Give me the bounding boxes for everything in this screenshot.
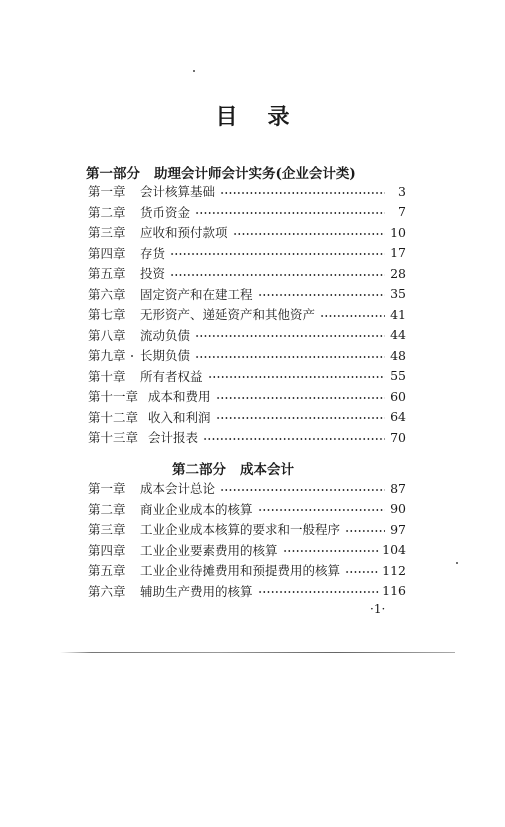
chapter-title: 工业企业待摊费用和预提费用的核算: [140, 563, 341, 578]
chapter-page: 87: [390, 480, 406, 496]
dot-leader: [233, 233, 385, 235]
scan-speck: [456, 562, 458, 564]
part1-heading: [86, 162, 356, 182]
chapter-number: 第一章: [88, 184, 126, 199]
chapter-title: 收入和利润: [148, 409, 211, 425]
chapter-number: 第七章: [88, 307, 126, 322]
chapter-page: 35: [390, 286, 406, 301]
toc-entry: [88, 407, 406, 427]
chapter-title: 所有者权益: [140, 368, 203, 384]
chapter-number: 第五章: [88, 266, 126, 281]
part2-name: 成本会计: [240, 462, 294, 478]
chapter-page: 17: [390, 245, 406, 260]
chapter-page: 112: [382, 562, 406, 578]
chapter-page: 28: [390, 265, 406, 281]
dot-leader: [216, 417, 385, 419]
chapter-number: 第四章: [88, 542, 126, 558]
toc-entry: [88, 222, 406, 242]
dot-leader: [195, 335, 385, 337]
toc-entry: [88, 519, 406, 539]
dot-leader: [320, 315, 385, 317]
dot-leader: [220, 489, 385, 491]
chapter-number: 第六章: [88, 286, 126, 302]
chapter-title: 货币资金: [140, 204, 191, 220]
toc-entry: [88, 202, 406, 222]
chapter-page: 116: [382, 583, 406, 598]
chapter-page: 64: [390, 409, 406, 424]
page-number: ·1·: [370, 602, 386, 616]
chapter-title: 工业企业要素费用的核算: [140, 542, 278, 558]
dot-leader: [258, 591, 380, 593]
chapter-title: 商业企业成本的核算: [140, 501, 253, 517]
toc-title: [0, 100, 505, 131]
toc-entry: [88, 560, 406, 580]
part2-label: 第二部分: [172, 462, 226, 478]
toc-entry: [88, 386, 406, 406]
chapter-number: 第五章: [88, 563, 126, 578]
chapter-title: 固定资产和在建工程: [140, 286, 253, 302]
chapter-title: 工业企业成本核算的要求和一般程序: [140, 522, 341, 537]
dot-leader: [170, 253, 385, 255]
part2-heading: [172, 458, 294, 478]
chapter-number: 第四章: [88, 245, 126, 261]
dot-leader: [345, 571, 379, 573]
chapter-title: 存货: [140, 245, 166, 261]
chapter-page: 55: [390, 368, 406, 383]
toc-entry: [88, 366, 406, 386]
toc-entry: [88, 345, 406, 365]
chapter-page: 97: [390, 521, 406, 537]
chapter-page: 41: [390, 306, 406, 322]
dot-leader: [258, 509, 385, 511]
chapter-page: 70: [390, 429, 406, 445]
chapter-number: 第十章: [88, 368, 126, 384]
toc-entry: [88, 181, 406, 201]
chapter-title: 无形资产、递延资产和其他资产: [140, 307, 316, 322]
chapter-number: 第十二章: [88, 409, 139, 425]
chapter-title: 成本和费用: [148, 389, 211, 404]
chapter-page: 90: [390, 501, 406, 516]
chapter-title: 流动负债: [140, 327, 191, 343]
dot-leader: [283, 550, 380, 552]
chapter-page: 3: [398, 183, 406, 199]
dot-leader: [203, 438, 385, 440]
chapter-title: 会计报表: [148, 430, 199, 445]
chapter-page: 7: [398, 204, 406, 219]
chapter-number: 第三章: [88, 225, 126, 240]
chapter-page: 10: [390, 224, 406, 240]
toc-entry: [88, 478, 406, 498]
toc-title-char-2: 录: [267, 104, 290, 130]
chapter-number: 第三章: [88, 522, 126, 537]
chapter-title: 成本会计总论: [140, 481, 216, 496]
chapter-page: 104: [382, 542, 406, 557]
dot-leader: [220, 192, 385, 194]
toc-entry: [88, 581, 406, 601]
part1-name: 助理会计师会计实务(企业会计类): [154, 166, 356, 182]
toc-entry: [88, 284, 406, 304]
chapter-number: 第二章: [88, 204, 126, 220]
chapter-title: 辅助生产费用的核算: [140, 583, 253, 599]
scan-speck: [131, 355, 133, 357]
chapter-page: 44: [390, 327, 406, 342]
chapter-number: 第一章: [88, 481, 126, 496]
chapter-page: 48: [390, 347, 406, 363]
scan-speck: [193, 70, 195, 72]
toc-entry: [88, 304, 406, 324]
dot-leader: [345, 530, 385, 532]
chapter-number: 第九章: [88, 348, 126, 363]
toc-title-char-1: 目: [215, 104, 238, 130]
toc-entry: [88, 325, 406, 345]
scan-rule-line: [60, 652, 455, 653]
chapter-title: 会计核算基础: [140, 184, 216, 199]
chapter-page: 60: [390, 388, 406, 404]
chapter-title: 投资: [140, 266, 166, 281]
toc-entry: [88, 243, 406, 263]
chapter-number: 第六章: [88, 583, 126, 599]
chapter-title: 应收和预付款项: [140, 225, 228, 240]
chapter-number: 第八章: [88, 327, 126, 343]
chapter-number: 第十三章: [88, 430, 139, 445]
toc-entry: [88, 263, 406, 283]
toc-entry: [88, 540, 406, 560]
chapter-number: 第二章: [88, 501, 126, 517]
toc-entry: [88, 427, 406, 447]
dot-leader: [195, 356, 385, 358]
dot-leader: [258, 294, 385, 296]
part1-label: 第一部分: [86, 166, 140, 182]
chapter-title: 长期负债: [140, 348, 191, 363]
toc-entry: [88, 499, 406, 519]
dot-leader: [216, 397, 385, 399]
dot-leader: [195, 212, 385, 214]
dot-leader: [208, 376, 385, 378]
chapter-number: 第十一章: [88, 389, 139, 404]
dot-leader: [170, 274, 385, 276]
